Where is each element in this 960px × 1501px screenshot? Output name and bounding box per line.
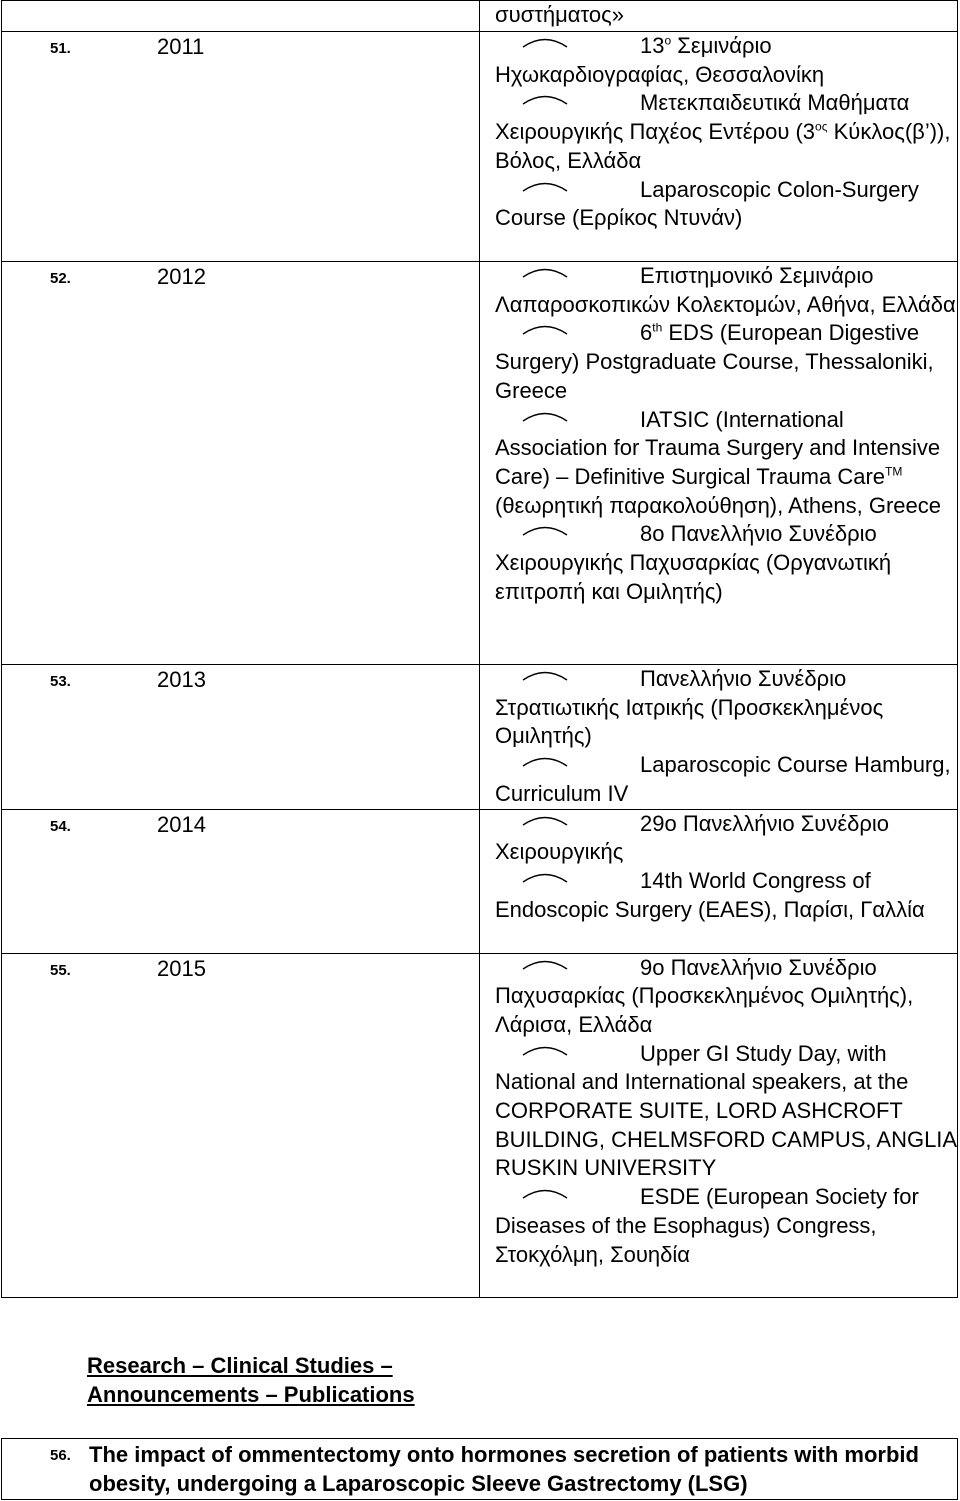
item-text: Laparoscopic Course Hamburg, Curriculum IV <box>495 752 951 806</box>
item-text: ESDE (European Society for Diseases of the Esophagus) Congress, Στοκχόλμη, Σουηδία <box>495 1184 919 1267</box>
list-item <box>495 262 957 319</box>
row-content-cell <box>480 32 958 262</box>
list-item <box>495 319 957 405</box>
table-row <box>2 665 958 810</box>
row-number: 52. <box>50 270 71 287</box>
item-text: Πανελλήνιο Συνέδριο Στρατιωτικής Ιατρικής (Προσκεκλημένος Ομιλητής) <box>495 666 884 749</box>
row-number: 54. <box>50 817 71 835</box>
arc-bullet-icon <box>495 406 640 424</box>
item-text: 9ο Πανελλήνιο Συνέδριο Παχυσαρκίας (Προσκεκλημένος Ομιλητής), Λάρισα, Ελλάδα <box>495 954 914 1037</box>
arc-bullet-icon <box>495 665 640 683</box>
item-text: 29ο Πανελλήνιο Συνέδριο Χειρουργικής <box>495 810 890 865</box>
row-content-cell <box>480 953 958 1297</box>
publication-cell <box>2 1439 958 1500</box>
item-text: (θεωρητική παρακολούθηση), Athens, Greece <box>495 492 942 518</box>
item-superscript: TM <box>885 464 903 479</box>
item-text: Upper GI Study Day, with National and International speakers, at the CORPORATE SUITE, LORD ASHCROFT BUILDING, CHELMSFORD CAMPUS, ANGLIA RUSKIN UNIVERSITY <box>495 1040 956 1181</box>
table-row <box>2 1 958 32</box>
list-item <box>495 89 957 175</box>
row-label-cell <box>2 262 480 665</box>
arc-bullet-icon <box>495 1183 640 1201</box>
item-superscript: ος <box>815 119 828 134</box>
item-superscript: th <box>652 321 663 336</box>
arc-bullet-icon <box>495 810 640 828</box>
item-text: Κύκλος(β’)), Βόλος, Ελλάδα <box>495 119 951 173</box>
row-items <box>495 954 957 1270</box>
row-label-cell <box>2 32 480 262</box>
list-item <box>495 867 957 924</box>
arc-bullet-icon <box>495 319 640 337</box>
row-label-cell <box>2 953 480 1297</box>
item-text: 8ο Πανελλήνιο Συνέδριο Χειρουργικής Παχυσαρκίας (Οργανωτική επιτροπή και Ομιλητής) <box>495 521 892 604</box>
row-content-cell <box>480 262 958 665</box>
item-text: Επιστημονικό Σεμινάριο Λαπαροσκοπικών Κολεκτομών, Αθήνα, Ελλάδα <box>495 263 956 317</box>
row-label-cell <box>2 665 480 810</box>
row-number: 51. <box>50 40 71 57</box>
row-year: 2015 <box>157 955 206 981</box>
publication-number: 56. <box>50 1447 71 1464</box>
row-items <box>495 810 957 925</box>
row-items <box>495 32 957 233</box>
arc-bullet-icon <box>495 262 640 280</box>
list-item <box>495 176 957 233</box>
row-items <box>495 262 957 606</box>
item-text: 13 <box>640 33 665 58</box>
list-item <box>495 665 957 751</box>
arc-bullet-icon <box>495 867 640 885</box>
publication-title: The impact of ommentectomy onto hormones secretion of patients with morbid obesity, undergoing a Laparoscopic Sleeve Gastrectomy (LSG) <box>89 1442 919 1496</box>
arc-bullet-icon <box>495 32 640 50</box>
row-number: 53. <box>50 673 71 690</box>
row-items <box>495 665 957 809</box>
row-year: 2013 <box>157 667 206 692</box>
item-text: Σεμινάριο Ηχωκαρδιογραφίας, Θεσσαλονίκη <box>495 33 825 87</box>
section-heading-line: Announcements – Publications <box>87 1381 415 1407</box>
row-label-cell <box>2 809 480 953</box>
item-text: Laparoscopic Colon-Surgery Course (Ερρίκος Ντυνάν) <box>495 176 919 231</box>
list-item <box>495 954 957 1040</box>
item-superscript: ο <box>664 33 672 48</box>
arc-bullet-icon <box>495 520 640 538</box>
list-item <box>495 520 957 606</box>
continuation-text: συστήματος» <box>495 2 624 27</box>
continuation-cell <box>480 1 958 32</box>
item-text: 6 <box>640 320 653 346</box>
list-item <box>495 1040 957 1184</box>
arc-bullet-icon <box>495 176 640 194</box>
table-row <box>2 953 958 1297</box>
section-heading-line: Research – Clinical Studies – <box>87 1353 393 1378</box>
seminars-table <box>1 0 958 1298</box>
item-text: 14th World Congress of Endoscopic Surgery (EAES), Παρίσι, Γαλλία <box>495 867 925 922</box>
item-text: Μετεκπαιδευτικά Μαθήματα Χειρουργικής Παχέος Εντέρου (3 <box>495 90 910 145</box>
row-content-cell <box>480 809 958 953</box>
list-item <box>495 1183 957 1269</box>
row-content-cell <box>480 665 958 810</box>
list-item <box>495 751 957 808</box>
arc-bullet-icon <box>495 1040 640 1058</box>
empty-cell <box>2 1 480 32</box>
row-year: 2012 <box>157 264 206 289</box>
table-row <box>2 32 958 262</box>
item-text: EDS (European Digestive Surgery) Postgraduate Course, Thessaloniki, Greece <box>495 320 934 403</box>
publications-table <box>1 1438 958 1500</box>
list-item <box>495 810 957 867</box>
section-heading <box>87 1352 415 1409</box>
item-text: IATSIC (International Association for Trauma Surgery and Intensive Care) – Definitive Surgical Trauma Care <box>495 406 941 489</box>
table-row <box>2 262 958 665</box>
row-number: 55. <box>50 961 71 979</box>
row-year: 2011 <box>157 34 205 59</box>
arc-bullet-icon <box>495 954 640 972</box>
row-year: 2014 <box>157 811 206 837</box>
arc-bullet-icon <box>495 751 640 769</box>
list-item <box>495 406 957 521</box>
arc-bullet-icon <box>495 89 640 107</box>
table-row <box>2 1439 958 1500</box>
list-item <box>495 32 957 89</box>
table-row <box>2 809 958 953</box>
